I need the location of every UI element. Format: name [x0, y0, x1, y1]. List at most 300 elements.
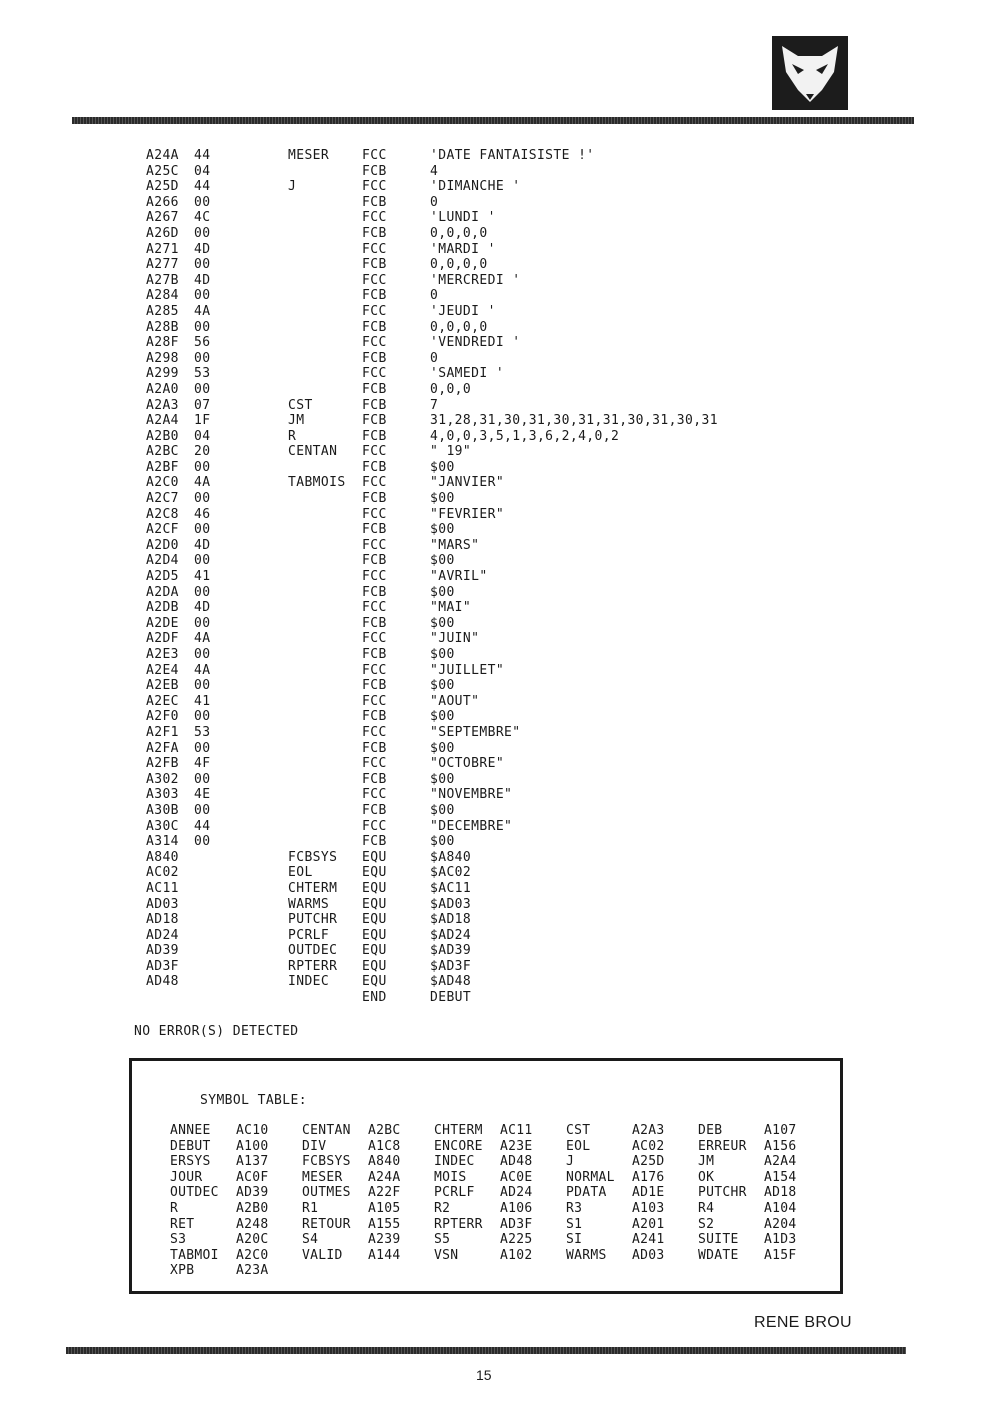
listing-label: MESER: [288, 148, 330, 163]
listing-byte: 00: [194, 834, 211, 850]
listing-opcode: FCC: [362, 303, 387, 319]
symbol-entry: [434, 1232, 562, 1248]
symbol-entry: [302, 1185, 430, 1201]
symbol-address: A20C: [236, 1232, 269, 1248]
listing-address: A28B: [146, 319, 179, 335]
listing-row: [146, 210, 846, 226]
listing-address: AD3F: [146, 958, 179, 974]
listing-opcode: FCB: [362, 257, 387, 273]
symbol-address: AC10: [236, 1123, 269, 1138]
listing-operand: $AD39: [430, 943, 472, 959]
symbol-entry: [434, 1123, 562, 1139]
listing-row: [146, 850, 846, 866]
listing-row: [146, 756, 846, 772]
listing-operand: $AD18: [430, 912, 472, 928]
listing-byte: 41: [194, 569, 211, 585]
listing-label: JM: [288, 413, 305, 429]
symbol-entry: [698, 1201, 826, 1217]
symbol-address: A201: [632, 1216, 665, 1232]
listing-opcode: FCB: [362, 522, 387, 538]
listing-byte: 41: [194, 693, 211, 709]
listing-row: [146, 663, 846, 679]
symbol-name: MESER: [302, 1169, 343, 1185]
symbol-address: A144: [368, 1247, 401, 1263]
listing-operand: 7: [430, 397, 439, 413]
listing-operand: $AD3F: [430, 958, 472, 974]
symbol-name: EOL: [566, 1138, 591, 1154]
listing-address: AD48: [146, 974, 179, 990]
listing-opcode: FCB: [362, 225, 387, 241]
listing-row: [146, 242, 846, 258]
listing-row: [146, 382, 846, 398]
listing-byte: 20: [194, 444, 211, 460]
listing-opcode: FCB: [362, 194, 387, 210]
symbol-address: A2A4: [764, 1154, 797, 1170]
symbol-name: VSN: [434, 1247, 459, 1263]
listing-label: INDEC: [288, 974, 330, 990]
listing-opcode: FCB: [362, 428, 387, 444]
listing-operand: 4: [430, 163, 439, 179]
listing-byte: 53: [194, 366, 211, 382]
symbol-address: A155: [368, 1216, 401, 1232]
listing-byte: 53: [194, 724, 211, 740]
listing-operand: $00: [430, 491, 455, 507]
listing-operand: "SEPTEMBRE": [430, 724, 521, 740]
listing-byte: 00: [194, 615, 211, 631]
symbol-name: DEB: [698, 1123, 723, 1138]
symbol-name: ERREUR: [698, 1138, 747, 1154]
symbol-address: A15F: [764, 1247, 797, 1263]
symbol-entry: [698, 1248, 826, 1264]
bottom-divider: [66, 1347, 906, 1354]
symbol-entry: [434, 1154, 562, 1170]
listing-address: AD03: [146, 896, 179, 912]
listing-opcode: FCB: [362, 397, 387, 413]
listing-operand: "MAI": [430, 600, 472, 616]
listing-opcode: EQU: [362, 912, 387, 928]
symbol-name: OUTMES: [302, 1185, 351, 1201]
symbol-entry: [566, 1154, 694, 1170]
listing-address: AC02: [146, 865, 179, 881]
symbol-address: A154: [764, 1169, 797, 1185]
listing-address: AC11: [146, 880, 179, 896]
listing-operand: 4,0,0,3,5,1,3,6,2,4,0,2: [430, 428, 620, 444]
listing-address: AD24: [146, 927, 179, 943]
listing-operand: 'LUNDI ': [430, 210, 496, 226]
listing-address: A30B: [146, 802, 179, 818]
listing-address: A2F1: [146, 724, 179, 740]
symbol-name: R2: [434, 1200, 451, 1216]
symbol-entry: [302, 1154, 430, 1170]
listing-operand: 'VENDREDI ': [430, 335, 521, 351]
symbol-name: OK: [698, 1169, 715, 1185]
symbol-address: AD03: [632, 1247, 665, 1263]
listing-row: [146, 413, 846, 429]
listing-operand: 'MARDI ': [430, 241, 496, 257]
listing-operand: 'SAMEDI ': [430, 366, 505, 382]
listing-label: PUTCHR: [288, 912, 338, 928]
listing-opcode: FCB: [362, 740, 387, 756]
symbol-address: A1C8: [368, 1138, 401, 1154]
symbol-name: DEBUT: [170, 1138, 211, 1154]
listing-row: [146, 351, 846, 367]
symbol-name: CHTERM: [434, 1123, 483, 1138]
listing-address: A840: [146, 849, 179, 865]
listing-opcode: FCB: [362, 381, 387, 397]
listing-address: A2C8: [146, 506, 179, 522]
listing-opcode: FCC: [362, 756, 387, 772]
listing-row: [146, 803, 846, 819]
symbol-entry: [566, 1217, 694, 1233]
symbol-name: S5: [434, 1232, 451, 1248]
listing-label: FCBSYS: [288, 849, 338, 865]
listing-operand: $00: [430, 553, 455, 569]
listing-opcode: FCC: [362, 179, 387, 195]
symbol-address: A106: [500, 1200, 533, 1216]
listing-opcode: FCC: [362, 335, 387, 351]
listing-row: [146, 553, 846, 569]
listing-row: [146, 366, 846, 382]
listing-address: A2BF: [146, 459, 179, 475]
listing-address: A26D: [146, 225, 179, 241]
symbol-entry: [302, 1248, 430, 1264]
symbol-name: S4: [302, 1232, 319, 1248]
symbol-name: S2: [698, 1216, 715, 1232]
listing-opcode: FCB: [362, 834, 387, 850]
listing-operand: 'MERCREDI ': [430, 272, 521, 288]
listing-opcode: EQU: [362, 865, 387, 881]
symbol-address: A105: [368, 1200, 401, 1216]
listing-operand: $00: [430, 459, 455, 475]
symbol-entry: [434, 1217, 562, 1233]
symbol-name: R: [170, 1200, 179, 1216]
symbol-name: S3: [170, 1232, 187, 1248]
listing-opcode: END: [362, 990, 387, 1006]
symbol-column: [698, 1123, 826, 1263]
listing-row: [146, 725, 846, 741]
listing-row: [146, 475, 846, 491]
symbol-name: ENCORE: [434, 1138, 483, 1154]
listing-row: [146, 164, 846, 180]
listing-opcode: FCC: [362, 569, 387, 585]
symbol-address: AC02: [632, 1138, 665, 1154]
listing-opcode: FCB: [362, 771, 387, 787]
listing-label: EOL: [288, 865, 313, 881]
symbol-entry: [434, 1185, 562, 1201]
listing-opcode: FCB: [362, 678, 387, 694]
listing-byte: 00: [194, 194, 211, 210]
symbol-entry: [170, 1217, 298, 1233]
listing-address: A2FB: [146, 756, 179, 772]
symbol-table-title: SYMBOL TABLE:: [200, 1093, 307, 1108]
listing-opcode: FCC: [362, 366, 387, 382]
symbol-entry: [434, 1170, 562, 1186]
listing-operand: "FEVRIER": [430, 506, 505, 522]
symbol-entry: [170, 1248, 298, 1264]
symbol-name: CST: [566, 1123, 591, 1138]
symbol-address: A239: [368, 1232, 401, 1248]
listing-row: [146, 897, 846, 913]
listing-operand: "AOUT": [430, 693, 480, 709]
listing-row: [146, 834, 846, 850]
listing-address: A2A3: [146, 397, 179, 413]
symbol-entry: [170, 1123, 298, 1139]
listing-byte: 00: [194, 553, 211, 569]
listing-operand: 0,0,0: [430, 381, 472, 397]
symbol-name: PCRLF: [434, 1185, 475, 1201]
listing-byte: 00: [194, 381, 211, 397]
listing-label: R: [288, 428, 297, 444]
listing-row: [146, 959, 846, 975]
listing-label: PCRLF: [288, 927, 330, 943]
listing-address: A2DF: [146, 631, 179, 647]
listing-row: [146, 226, 846, 242]
symbol-entry: [302, 1217, 430, 1233]
symbol-column: [170, 1123, 298, 1279]
listing-operand: 0,0,0,0: [430, 225, 488, 241]
symbol-entry: [698, 1217, 826, 1233]
symbol-entry: [566, 1170, 694, 1186]
listing-byte: 00: [194, 647, 211, 662]
listing-label: CENTAN: [288, 444, 338, 460]
symbol-name: FCBSYS: [302, 1154, 351, 1170]
symbol-name: WARMS: [566, 1247, 607, 1263]
listing-operand: $00: [430, 834, 455, 850]
listing-address: A2C0: [146, 475, 179, 491]
symbol-entry: [698, 1185, 826, 1201]
listing-label: J: [288, 179, 297, 195]
listing-opcode: EQU: [362, 958, 387, 974]
listing-address: A2EC: [146, 693, 179, 709]
symbol-address: A1D3: [764, 1232, 797, 1248]
listing-opcode: FCC: [362, 444, 387, 460]
listing-opcode: FCC: [362, 148, 387, 163]
listing-row: [146, 694, 846, 710]
listing-opcode: FCC: [362, 506, 387, 522]
symbol-address: A156: [764, 1138, 797, 1154]
listing-address: A2C7: [146, 491, 179, 507]
listing-operand: " 19": [430, 444, 472, 460]
listing-byte: 00: [194, 350, 211, 366]
listing-operand: "NOVEMBRE": [430, 787, 513, 803]
listing-label: CST: [288, 397, 313, 413]
symbol-address: AC0F: [236, 1169, 269, 1185]
symbol-address: AC11: [500, 1123, 533, 1138]
listing-operand: $00: [430, 802, 455, 818]
listing-byte: 4A: [194, 631, 211, 647]
symbol-address: A241: [632, 1232, 665, 1248]
listing-opcode: FCB: [362, 413, 387, 429]
listing-row: [146, 741, 846, 757]
symbol-entry: [434, 1201, 562, 1217]
symbol-name: PDATA: [566, 1185, 607, 1201]
listing-operand: 'DIMANCHE ': [430, 179, 521, 195]
listing-row: [146, 304, 846, 320]
symbol-entry: [170, 1201, 298, 1217]
listing-address: A277: [146, 257, 179, 273]
listing-address: A2D5: [146, 569, 179, 585]
listing-opcode: FCB: [362, 553, 387, 569]
listing-operand: "JUIN": [430, 631, 480, 647]
symbol-address: A2BC: [368, 1123, 401, 1138]
listing-opcode: FCC: [362, 272, 387, 288]
listing-opcode: FCB: [362, 709, 387, 725]
listing-byte: 44: [194, 179, 211, 195]
listing-byte: 46: [194, 506, 211, 522]
listing-address: A2D4: [146, 553, 179, 569]
listing-address: A24A: [146, 148, 179, 163]
symbol-address: A2C0: [236, 1247, 269, 1263]
listing-opcode: FCC: [362, 662, 387, 678]
listing-byte: 4D: [194, 272, 211, 288]
listing-byte: 04: [194, 428, 211, 444]
symbol-column: [302, 1123, 430, 1263]
symbol-entry: [566, 1185, 694, 1201]
listing-address: A2DE: [146, 615, 179, 631]
listing-opcode: FCB: [362, 491, 387, 507]
listing-opcode: FCC: [362, 818, 387, 834]
listing-row: [146, 647, 846, 663]
listing-opcode: FCC: [362, 787, 387, 803]
symbol-name: R4: [698, 1200, 715, 1216]
listing-operand: $A840: [430, 849, 472, 865]
symbol-entry: [698, 1123, 826, 1139]
listing-address: A2A0: [146, 381, 179, 397]
symbol-address: AD48: [500, 1154, 533, 1170]
symbol-name: OUTDEC: [170, 1185, 219, 1201]
listing-opcode: EQU: [362, 896, 387, 912]
symbol-name: RETOUR: [302, 1216, 351, 1232]
listing-opcode: FCC: [362, 475, 387, 491]
listing-byte: 4D: [194, 600, 211, 616]
symbol-name: RPTERR: [434, 1216, 483, 1232]
symbol-address: AD1E: [632, 1185, 665, 1201]
symbol-address: AD3F: [500, 1216, 533, 1232]
listing-row: [146, 522, 846, 538]
listing-operand: 0: [430, 194, 439, 210]
listing-opcode: FCB: [362, 163, 387, 179]
fox-head-icon: [772, 36, 848, 110]
listing-row: [146, 288, 846, 304]
listing-address: A2BC: [146, 444, 179, 460]
listing-operand: DEBUT: [430, 990, 472, 1006]
symbol-address: A22F: [368, 1185, 401, 1201]
listing-address: A2EB: [146, 678, 179, 694]
listing-opcode: FCC: [362, 631, 387, 647]
listing-byte: 07: [194, 397, 211, 413]
symbol-address: AD24: [500, 1185, 533, 1201]
symbol-address: A248: [236, 1216, 269, 1232]
listing-address: A2FA: [146, 740, 179, 756]
symbol-entry: [302, 1201, 430, 1217]
listing-operand: 31,28,31,30,31,30,31,31,30,31,30,31: [430, 413, 718, 429]
listing-byte: 00: [194, 522, 211, 538]
listing-operand: $AD48: [430, 974, 472, 990]
listing-address: A2DA: [146, 584, 179, 600]
listing-opcode: EQU: [362, 974, 387, 990]
listing-byte: 4A: [194, 475, 211, 491]
symbol-name: TABMOI: [170, 1247, 219, 1263]
symbol-address: A107: [764, 1123, 797, 1138]
listing-opcode: FCC: [362, 241, 387, 257]
listing-opcode: FCC: [362, 693, 387, 709]
symbol-address: A2A3: [632, 1123, 665, 1138]
listing-address: AD39: [146, 943, 179, 959]
listing-operand: 0,0,0,0: [430, 257, 488, 273]
listing-opcode: FCC: [362, 724, 387, 740]
symbol-entry: [566, 1201, 694, 1217]
symbol-name: NORMAL: [566, 1169, 615, 1185]
symbol-name: PUTCHR: [698, 1185, 747, 1201]
listing-row: [146, 398, 846, 414]
symbol-entry: [302, 1232, 430, 1248]
listing-address: A303: [146, 787, 179, 803]
symbol-name: SUITE: [698, 1232, 739, 1248]
symbol-name: S1: [566, 1216, 583, 1232]
symbol-entry: [170, 1232, 298, 1248]
listing-opcode: FCB: [362, 459, 387, 475]
symbol-entry: [170, 1139, 298, 1155]
symbol-name: MOIS: [434, 1169, 467, 1185]
symbol-address: A23A: [236, 1263, 269, 1279]
listing-row: [146, 865, 846, 881]
listing-operand: "AVRIL": [430, 569, 488, 585]
symbol-name: VALID: [302, 1247, 343, 1263]
listing-byte: 00: [194, 740, 211, 756]
symbol-entry: [170, 1170, 298, 1186]
listing-opcode: FCC: [362, 600, 387, 616]
symbol-table-box: [129, 1058, 843, 1294]
listing-address: A314: [146, 834, 179, 850]
top-divider: [72, 117, 914, 124]
symbol-address: A2B0: [236, 1200, 269, 1216]
listing-byte: 56: [194, 335, 211, 351]
symbol-name: SI: [566, 1232, 583, 1248]
listing-opcode: FCB: [362, 615, 387, 631]
listing-row: [146, 881, 846, 897]
listing-byte: 00: [194, 257, 211, 273]
listing-byte: 00: [194, 491, 211, 507]
symbol-entry: [566, 1248, 694, 1264]
listing-address: A299: [146, 366, 179, 382]
listing-operand: 'DATE FANTAISISTE !': [430, 148, 595, 163]
listing-byte: 00: [194, 771, 211, 787]
listing-row: [146, 990, 846, 1006]
symbol-address: A137: [236, 1154, 269, 1170]
symbol-address: A24A: [368, 1169, 401, 1185]
symbol-entry: [170, 1263, 298, 1279]
listing-address: A267: [146, 210, 179, 226]
listing-operand: $AD03: [430, 896, 472, 912]
listing-row: [146, 912, 846, 928]
listing-operand: $00: [430, 584, 455, 600]
symbol-address: A103: [632, 1200, 665, 1216]
symbol-entry: [302, 1170, 430, 1186]
listing-address: A266: [146, 194, 179, 210]
symbol-name: ERSYS: [170, 1154, 211, 1170]
symbol-entry: [302, 1139, 430, 1155]
symbol-name: CENTAN: [302, 1123, 351, 1138]
listing-row: [146, 616, 846, 632]
listing-address: A28F: [146, 335, 179, 351]
listing-label: TABMOIS: [288, 475, 346, 491]
listing-operand: $00: [430, 771, 455, 787]
listing-byte: 4C: [194, 210, 211, 226]
listing-address: A2B0: [146, 428, 179, 444]
page-number: 15: [476, 1367, 492, 1383]
listing-row: [146, 974, 846, 990]
symbol-address: A204: [764, 1216, 797, 1232]
